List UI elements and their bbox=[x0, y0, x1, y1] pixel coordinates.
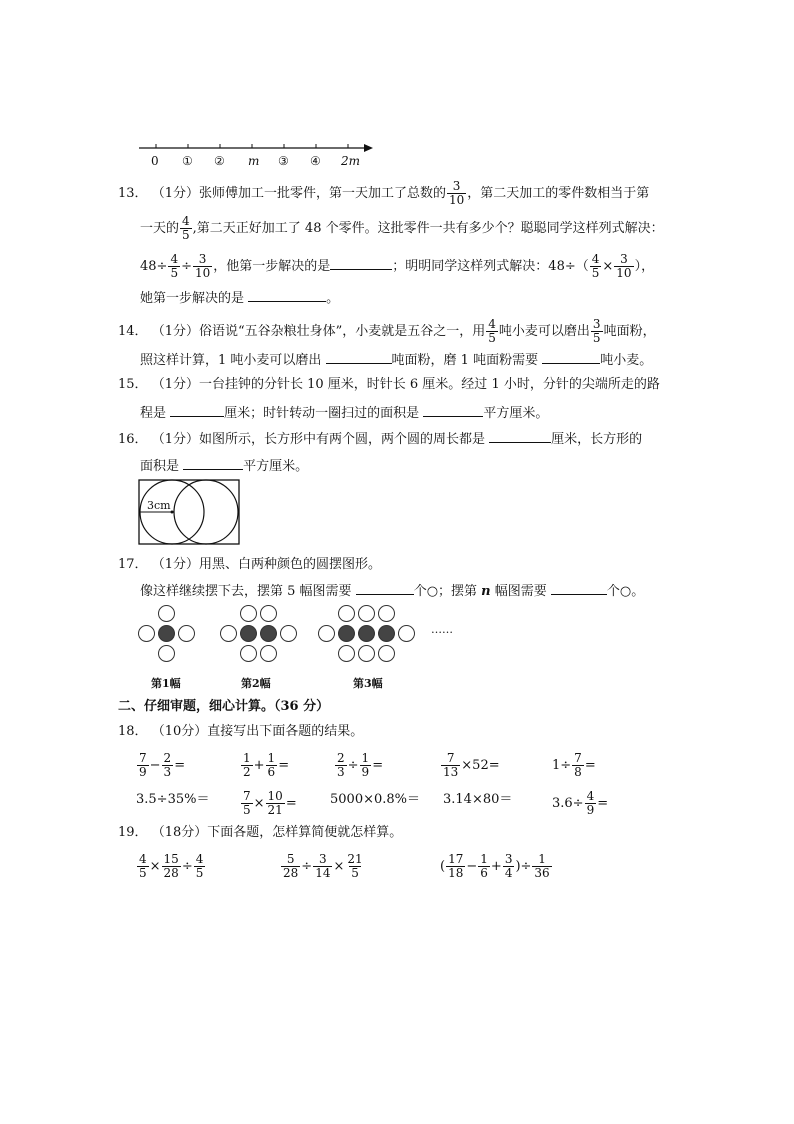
q18-row2-d: 3.14×80＝ bbox=[443, 792, 513, 807]
caption-figure-3: 第3幅 bbox=[353, 677, 383, 690]
q14-line2: 照这样计算，1 吨小麦可以磨出 吨面粉，磨 1 吨面粉需要 吨小麦。 bbox=[140, 349, 652, 371]
q13-line4: 她第一步解决的是 。 bbox=[140, 287, 339, 309]
q13-line3: 48÷ $\frac{4}{5}$ ÷ $\frac{3}{10}$ ，他第一步解决的是 ；明明同学这样列式解决：48÷（ $\frac{4}{5}$ × $\frac{3}{10}$ ）， bbox=[140, 252, 655, 280]
circle-pattern-figure bbox=[133, 603, 455, 693]
q14-score: （1分） bbox=[151, 324, 199, 339]
q13-fraction-1: $\frac{3}{10}$ bbox=[448, 179, 465, 207]
figure-radius-label: 3cm bbox=[147, 499, 171, 512]
q18-line1: 18． （10分）直接写出下面各题的结果。 bbox=[118, 724, 364, 739]
q13-number: 13． bbox=[118, 186, 148, 201]
q18-row2-b: $\frac{7}{5}$ × $\frac{10}{21}$ = bbox=[243, 789, 297, 817]
number-line-label-4: ④ bbox=[310, 154, 321, 168]
q15-answer-blank-1[interactable] bbox=[170, 402, 224, 417]
q14-answer-blank-2[interactable] bbox=[542, 349, 600, 364]
q16-answer-blank-2[interactable] bbox=[183, 455, 243, 470]
pattern-ellipsis: …… bbox=[431, 623, 453, 636]
q17-answer-blank-2[interactable] bbox=[551, 580, 607, 595]
q19-expr-b: $\frac{5}{28}$ ÷ $\frac{3}{14}$ × $\frac{21}{5}$ bbox=[283, 852, 363, 880]
q15-answer-blank-2[interactable] bbox=[423, 402, 483, 417]
q17-answer-blank-1[interactable] bbox=[356, 580, 414, 595]
number-line-label-0: 0 bbox=[151, 154, 159, 168]
q13-score: （1分） bbox=[151, 186, 199, 201]
number-line-label-1: ① bbox=[182, 154, 193, 168]
rectangle-two-circles-figure bbox=[138, 478, 242, 548]
q15-line2: 程是 厘米；时针转动一圈扫过的面积是 平方厘米。 bbox=[140, 402, 548, 424]
q16-line2: 面积是 平方厘米。 bbox=[140, 455, 308, 477]
q19-line1: 19． （18分）下面各题，怎样算简便就怎样算。 bbox=[118, 825, 403, 840]
q14-line1: 14． （1分）俗语说“五谷杂粮壮身体”，小麦就是五谷之一，用 $\frac{4}{5}$ 吨小麦可以磨出 $\frac{3}{5}$ 吨面粉， bbox=[118, 317, 656, 345]
q16-answer-blank-1[interactable] bbox=[489, 428, 551, 443]
q19-expr-a: $\frac{4}{5}$ × $\frac{15}{28}$ ÷ $\frac{4}{5}$ bbox=[139, 852, 204, 880]
q18-row2-e: 3.6÷ $\frac{4}{9}$ = bbox=[552, 789, 609, 817]
q18-row2-a: 3.5÷35%＝ bbox=[136, 792, 210, 807]
q14-answer-blank-1[interactable] bbox=[326, 349, 392, 364]
q18-row2-c: 5000×0.8%＝ bbox=[330, 792, 421, 807]
q16-line1: 16． （1分）如图所示，长方形中有两个圆，两个圆的周长都是 厘米，长方形的 bbox=[118, 428, 642, 450]
q13-line1: 13． （1分）张师傅加工一批零件，第一天加工了总数的 $\frac{3}{10}$ ，第二天加工的零件数相当于第 bbox=[118, 179, 650, 207]
q17-line1: 17． （1分）用黑、白两种颜色的圆摆图形。 bbox=[118, 557, 381, 572]
caption-figure-1: 第1幅 bbox=[151, 677, 181, 690]
q19-expr-c: ( $\frac{17}{18}$ − $\frac{1}{6}$ + $\frac{3}{4}$ )÷ $\frac{1}{36}$ bbox=[440, 852, 550, 880]
q13-fraction-2: $\frac{4}{5}$ bbox=[182, 214, 190, 242]
q13-line2: 一天的 $\frac{4}{5}$ ,第二天正好加工了 48 个零件。这批零件一共有多少个？聪聪同学这样列式解决： bbox=[140, 214, 664, 242]
section2-title: 二、仔细审题，细心计算。（36 分） bbox=[118, 699, 330, 714]
number-line-label-2: ② bbox=[214, 154, 225, 168]
q14-number: 14． bbox=[118, 324, 148, 339]
q18-row1-a: $\frac{7}{9}$ − $\frac{2}{3}$ = bbox=[139, 751, 186, 779]
number-line-label-3: ③ bbox=[278, 154, 289, 168]
q18-row1-b: $\frac{1}{2}$ + $\frac{1}{6}$ = bbox=[243, 751, 290, 779]
number-line-label-m: m bbox=[248, 154, 260, 168]
number-line-label-2m: 2m bbox=[341, 154, 361, 168]
q18-row1-e: 1÷ $\frac{7}{8}$ = bbox=[552, 751, 596, 779]
caption-figure-2: 第2幅 bbox=[241, 677, 271, 690]
q15-line1: 15． （1分）一台挂钟的分针长 10 厘米，时针长 6 厘米。经过 1 小时，分针的尖端所走的路 bbox=[118, 377, 660, 392]
q13-answer-blank-1[interactable] bbox=[330, 255, 392, 270]
q18-row1-d: $\frac{7}{13}$ ×52= bbox=[443, 751, 500, 779]
q17-line2: 像这样继续摆下去，摆第 5 幅图需要 个○；摆第 n 幅图需要 个○。 bbox=[140, 580, 644, 602]
q18-row1-c: $\frac{2}{3}$ ÷ $\frac{1}{9}$ = bbox=[337, 751, 384, 779]
q13-answer-blank-2[interactable] bbox=[248, 287, 326, 302]
